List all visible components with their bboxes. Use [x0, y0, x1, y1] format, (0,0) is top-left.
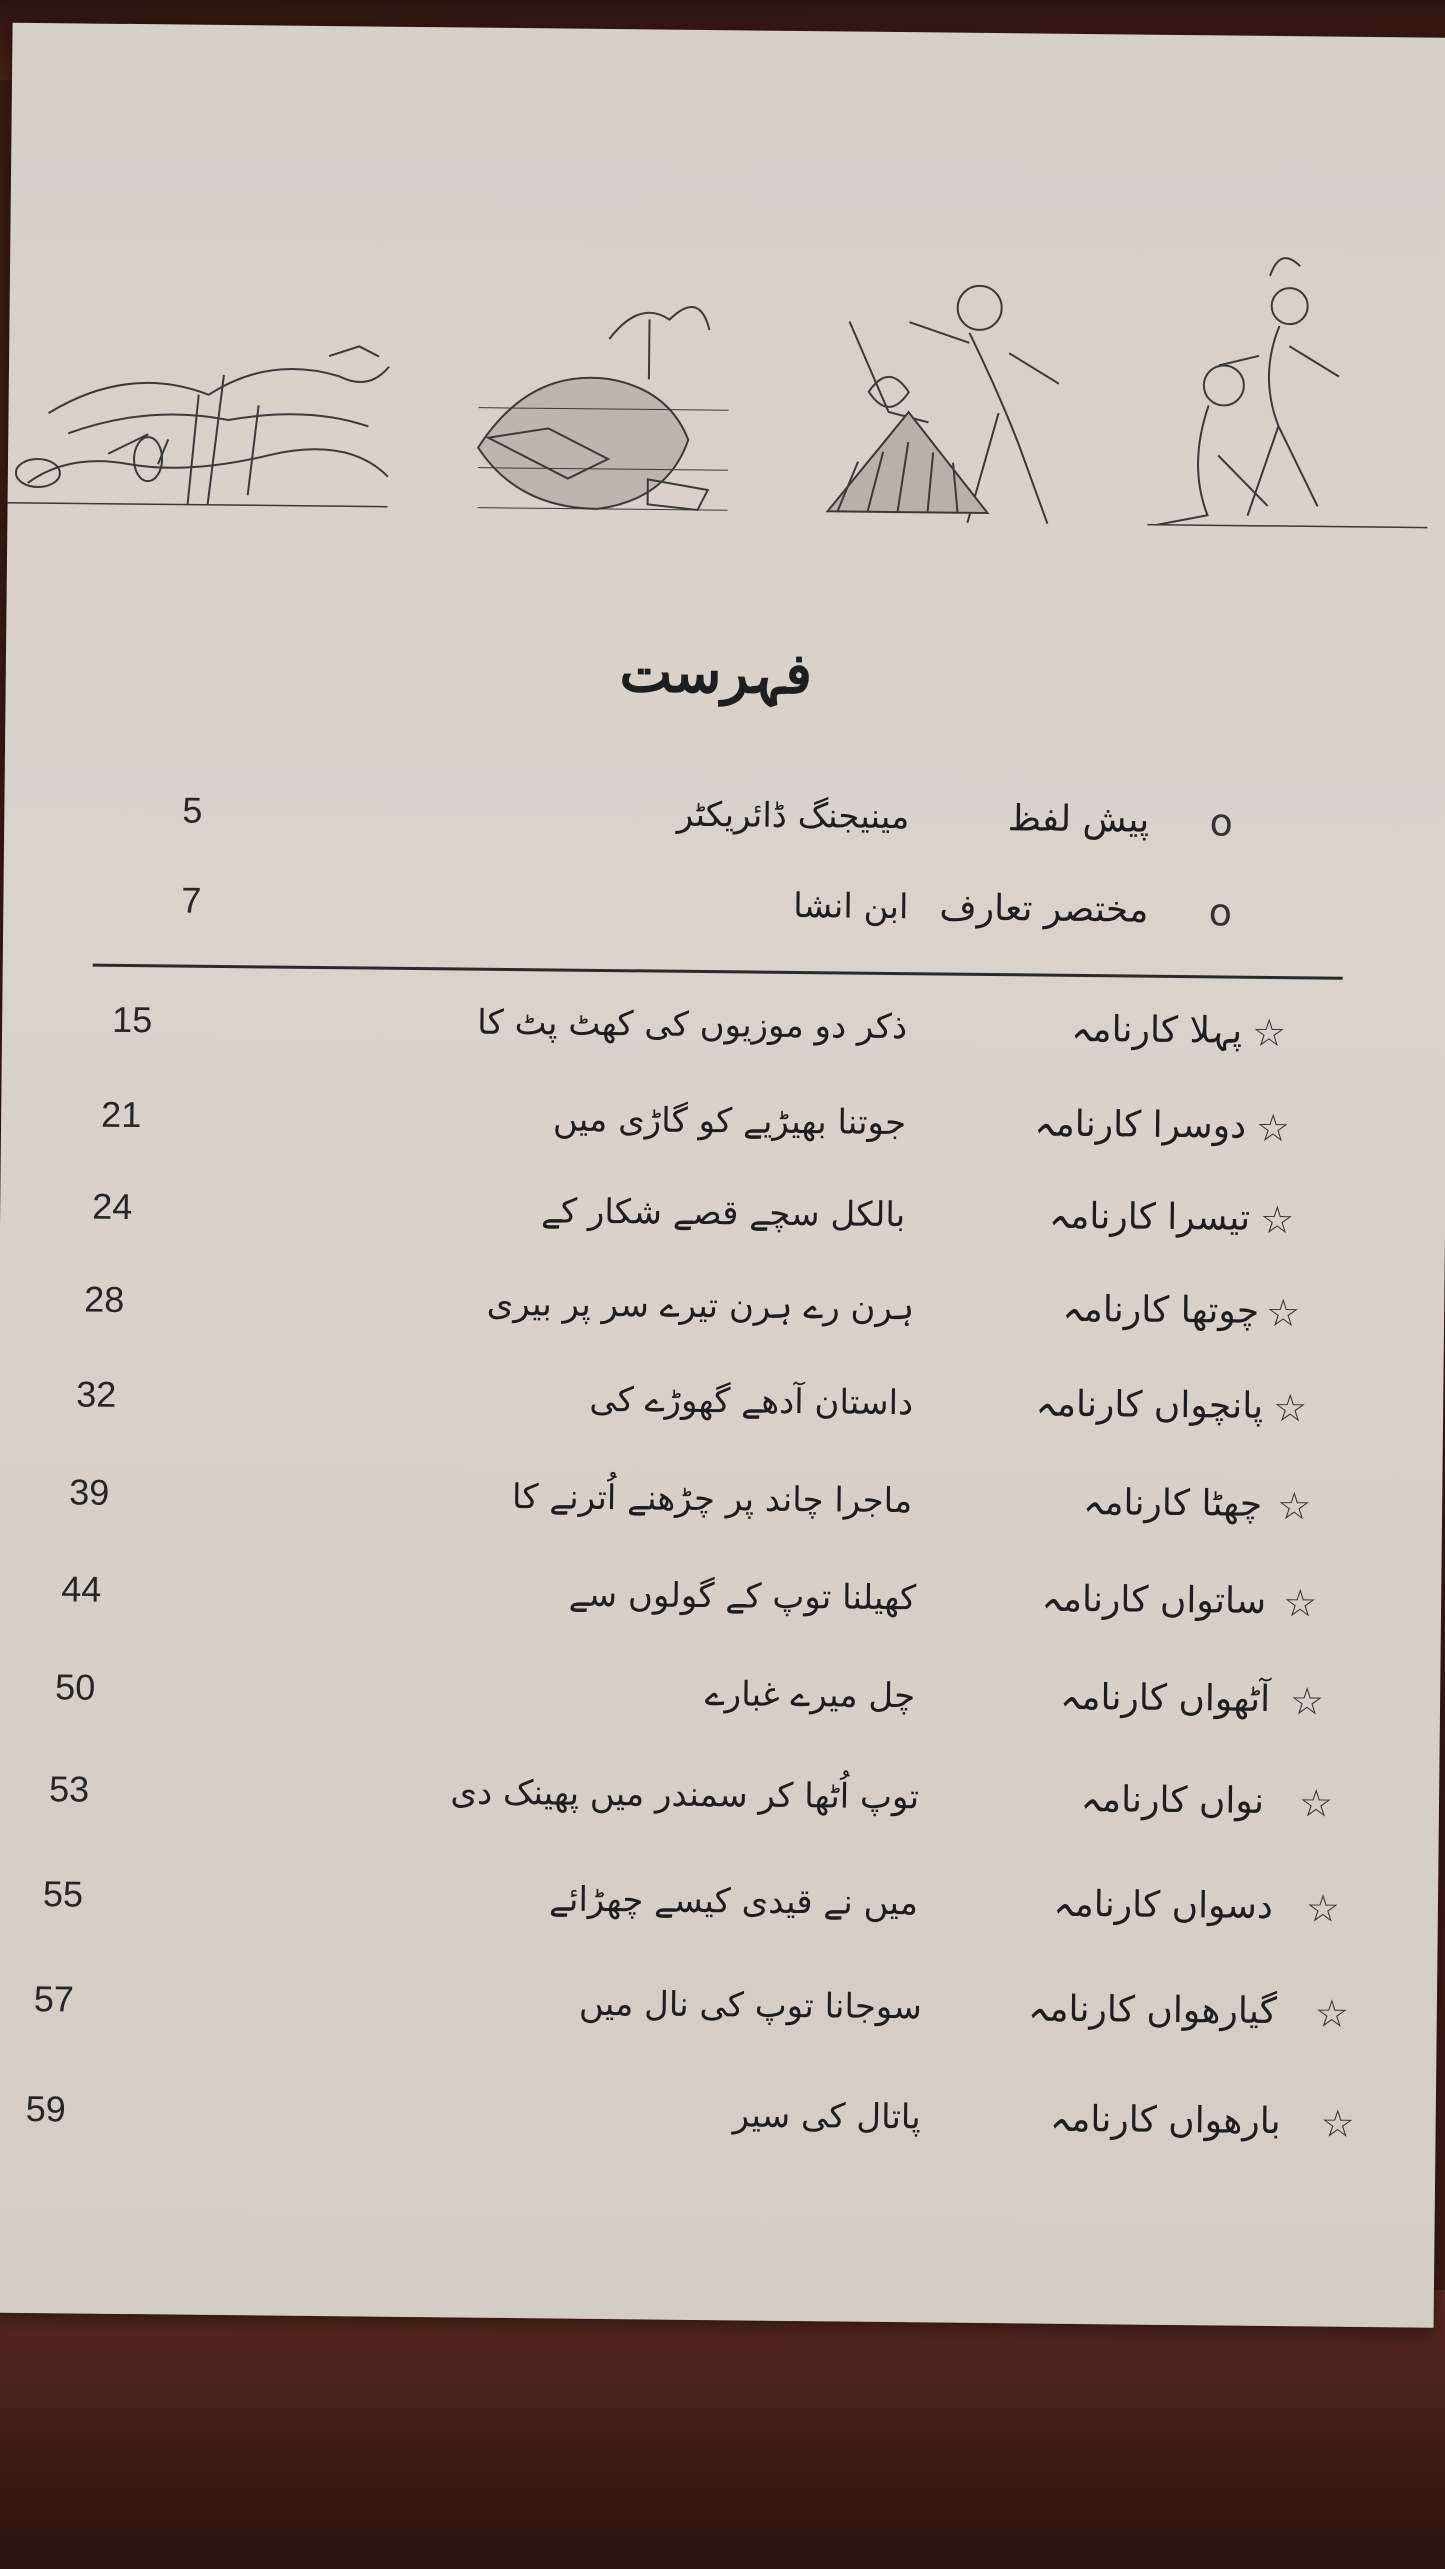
chapter-label: چھٹا کارنامہ [1082, 1482, 1263, 1525]
page-number: 21 [100, 1093, 142, 1136]
chapter-label: گیارھواں کارنامہ [1027, 1988, 1278, 2033]
page-number: 53 [48, 1768, 90, 1810]
table-row [0, 1278, 1444, 1363]
chapter-label: پہلا کارنامہ [1071, 1008, 1243, 1052]
chapter-label: بارھواں کارنامہ [1049, 2098, 1281, 2143]
header-illustration [7, 203, 1445, 558]
tree-scene-icon [8, 343, 390, 507]
table-row [0, 1471, 1442, 1556]
chapter-label: دوسرا کارنامہ [1034, 1103, 1247, 1147]
man-with-pole-icon [827, 284, 1059, 523]
chapter-desc: سوجانا توپ کی نال میں [578, 1983, 923, 2028]
page-number: 59 [25, 2087, 67, 2130]
page-number: 24 [92, 1185, 133, 1228]
chapter-label: ساتواں کارنامہ [1041, 1578, 1267, 1622]
entry-label: مختصر تعارف [939, 887, 1149, 931]
star-bullet-icon: ☆ [1265, 1290, 1301, 1336]
fish-scene-icon [478, 305, 730, 510]
page-number: 50 [54, 1666, 96, 1708]
chapter-desc: داستان آدھے گھوڑے کی [589, 1379, 914, 1424]
page-number: 28 [84, 1278, 125, 1320]
chapter-desc: چل میرے غبارے [704, 1674, 916, 1717]
page-number: 5 [182, 789, 203, 831]
table-row [0, 1873, 1438, 1958]
table-row [0, 1373, 1443, 1458]
star-bullet-icon: ☆ [1314, 1991, 1350, 2036]
table-row [0, 2088, 1436, 2173]
page-number: 15 [111, 998, 153, 1041]
table-row [0, 1666, 1440, 1751]
table-row [0, 1185, 1445, 1270]
circle-bullet-icon: o [1209, 800, 1234, 845]
chapter-desc: بالکل سچے قصے شکار کے [540, 1191, 906, 1236]
chapter-desc: ہرن رے ہرن تیرے سر پر بیری [486, 1283, 915, 1329]
chapter-label: تیسرا کارنامہ [1048, 1195, 1251, 1239]
chapter-label: دسواں کارنامہ [1053, 1883, 1274, 1928]
chapter-desc: میں نے قیدی کیسے چھڑائے [548, 1879, 919, 1924]
page-title: فہرست [619, 639, 813, 708]
front-matter-row [4, 788, 1445, 873]
page-number: 55 [42, 1873, 84, 1915]
star-bullet-icon: ☆ [1320, 2101, 1355, 2146]
star-bullet-icon: ☆ [1276, 1484, 1312, 1529]
page-number: 44 [60, 1568, 102, 1610]
chapter-label: پانچواں کارنامہ [1035, 1383, 1264, 1427]
circle-bullet-icon: o [1208, 890, 1233, 935]
entry-desc: ابن انشا [792, 885, 909, 928]
chapter-desc: پاتال کی سیر [732, 2095, 921, 2138]
chapter-desc: توپ اُٹھا کر سمندر میں پھینک دی [450, 1772, 920, 1818]
engraving-illustration [7, 203, 1445, 558]
page-number: 57 [33, 1978, 75, 2020]
entry-label: پیش لفظ [1007, 798, 1150, 841]
book-page [0, 23, 1445, 2328]
star-bullet-icon: ☆ [1298, 1781, 1334, 1826]
star-bullet-icon: ☆ [1289, 1679, 1325, 1724]
star-bullet-icon: ☆ [1282, 1581, 1318, 1626]
two-figures-icon [1147, 257, 1430, 528]
chapter-label: چوتھا کارنامہ [1062, 1288, 1260, 1332]
star-bullet-icon: ☆ [1272, 1386, 1308, 1431]
star-bullet-icon: ☆ [1259, 1197, 1295, 1243]
chapter-label: آٹھواں کارنامہ [1059, 1676, 1271, 1720]
star-bullet-icon: ☆ [1255, 1105, 1291, 1151]
table-row [0, 1768, 1439, 1853]
table-surface-bottom [0, 2290, 1445, 2569]
front-matter-row [3, 878, 1445, 963]
page-number: 39 [69, 1471, 110, 1513]
chapter-desc: ماجرا چاند پر چڑھنے اُترنے کا [511, 1477, 913, 1522]
chapter-desc: جوتنا بھیڑیے کو گاڑی میں [552, 1099, 907, 1144]
chapter-label: نواں کارنامہ [1080, 1779, 1265, 1822]
page-number: 7 [181, 879, 202, 921]
chapter-desc: کھیلنا توپ کے گولوں سے [568, 1574, 917, 1619]
page-number: 32 [76, 1373, 117, 1415]
table-row [0, 1978, 1437, 2063]
star-bullet-icon: ☆ [1251, 1010, 1287, 1056]
divider [93, 964, 1343, 980]
entry-desc: مینیجنگ ڈائریکٹر [676, 794, 910, 838]
table-row [0, 1568, 1441, 1653]
star-bullet-icon: ☆ [1305, 1886, 1341, 1931]
chapter-desc: ذکر دو موزیوں کی کھٹ پٹ کا [477, 1002, 908, 1048]
table-row [1, 1093, 1445, 1178]
table-row [2, 998, 1445, 1083]
